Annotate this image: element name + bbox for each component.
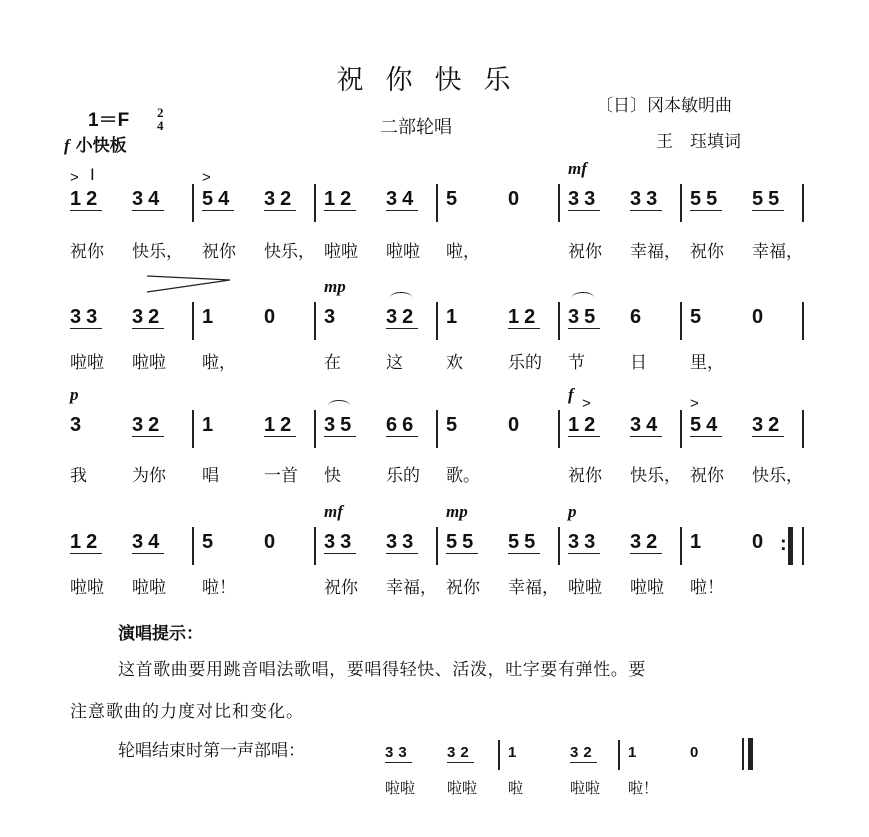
lyric: 一首 — [264, 466, 298, 486]
note-group: 0 — [690, 744, 704, 761]
decrescendo-hairpin — [145, 272, 235, 294]
lyric: 啦啦 — [70, 578, 104, 598]
tempo-dynamic: f — [64, 136, 70, 155]
lyric: 祝你 — [690, 242, 724, 262]
repeat-sign: : — [780, 533, 787, 555]
lyric: 啦啦 — [70, 353, 104, 373]
note-group: 32 — [447, 744, 474, 761]
lyric: 啦啦 — [447, 779, 478, 797]
note-group: 34 — [630, 414, 663, 436]
lyric: 歌。 — [446, 466, 480, 486]
dynamic-mark: mf — [324, 502, 343, 521]
note-group: 0 — [752, 531, 769, 553]
tips-line-2: 注意歌曲的力度对比和变化。 — [70, 702, 304, 722]
note-group: 12 — [70, 531, 103, 553]
note-group: 0 — [508, 414, 525, 436]
lyric: 为你 — [132, 466, 166, 486]
lyric: 啦啦 — [568, 578, 602, 598]
note-group: 32 — [264, 188, 297, 210]
slur-mark — [390, 292, 412, 303]
note-group: 55 — [690, 188, 723, 210]
final-barline — [788, 527, 793, 565]
note-group: 32 — [132, 306, 165, 328]
note-group: 1 — [628, 744, 642, 761]
note-group: 5 — [446, 188, 463, 210]
barline — [192, 184, 194, 222]
note-group: 55 — [752, 188, 785, 210]
barline — [558, 302, 560, 340]
dynamic-mark: p — [70, 385, 79, 404]
lyric: 啦， — [446, 242, 480, 262]
lyric: 祝你 — [202, 242, 236, 262]
final-barline-thin — [742, 738, 744, 770]
ending-label: 轮唱结束时第一声部唱： — [118, 741, 305, 761]
lyric: 啦啦 — [385, 779, 416, 797]
lyric: 日 — [630, 353, 647, 373]
note-group: 12 — [264, 414, 297, 436]
lyric: 在 — [324, 353, 341, 373]
barline — [802, 410, 804, 448]
note-group: 34 — [132, 188, 165, 210]
barline — [802, 184, 804, 222]
barline — [680, 302, 682, 340]
lyric: 幸福， — [508, 578, 559, 598]
lyric: 啦！ — [690, 578, 724, 598]
tempo-label: 小快板 — [75, 136, 127, 156]
note-group: 12 — [568, 414, 601, 436]
note-group: 1 — [202, 306, 219, 328]
lyric: 祝你 — [446, 578, 480, 598]
lyric: 幸福， — [630, 242, 681, 262]
lyricist-credit: 王 珏填词 — [656, 132, 741, 152]
lyric: 快乐， — [630, 466, 681, 486]
lyric: 祝你 — [70, 242, 104, 262]
note-group: 54 — [202, 188, 235, 210]
barline — [192, 410, 194, 448]
song-title: 祝你快乐 — [336, 65, 533, 96]
dynamic-mark: f — [568, 385, 574, 404]
note-group: 5 — [202, 531, 219, 553]
accent-mark: > — [202, 169, 211, 186]
note-group: 33 — [568, 188, 601, 210]
lyric: 快 — [324, 466, 341, 486]
lyric: 祝你 — [568, 466, 602, 486]
lyric: 里， — [690, 353, 724, 373]
final-barline — [748, 738, 753, 770]
note-group: 5 — [446, 414, 463, 436]
note-group: 32 — [386, 306, 419, 328]
lyric: 乐的 — [386, 466, 420, 486]
slur-mark — [328, 400, 350, 411]
note-group: 34 — [386, 188, 419, 210]
barline — [192, 527, 194, 565]
barline — [802, 527, 804, 565]
barline — [436, 410, 438, 448]
note-group: 54 — [690, 414, 723, 436]
note-group: 0 — [264, 306, 281, 328]
note-group: 33 — [568, 531, 601, 553]
lyric: 啦啦 — [132, 578, 166, 598]
barline — [802, 302, 804, 340]
barline — [314, 302, 316, 340]
accent-mark: > — [70, 169, 79, 186]
barline — [558, 184, 560, 222]
lyric: 节 — [568, 353, 585, 373]
barline — [314, 184, 316, 222]
lyric: 乐的 — [508, 353, 542, 373]
note-group: 34 — [132, 531, 165, 553]
dynamic-mark: mp — [446, 502, 468, 521]
note-group: 5 — [690, 306, 707, 328]
subtitle: 二部轮唱 — [380, 117, 452, 138]
note-group: 1 — [202, 414, 219, 436]
lyric: 祝你 — [690, 466, 724, 486]
note-group: 12 — [508, 306, 541, 328]
lyric: 幸福， — [752, 242, 803, 262]
note-group: 0 — [752, 306, 769, 328]
time-top: 2 — [157, 105, 164, 120]
lyric: 快乐， — [132, 242, 183, 262]
lyric: 啦啦 — [386, 242, 420, 262]
accent-mark: > — [582, 395, 591, 412]
barline — [314, 527, 316, 565]
lyric: 祝你 — [568, 242, 602, 262]
note-group: 1 — [690, 531, 707, 553]
note-group: 32 — [630, 531, 663, 553]
lyric: 啦啦 — [630, 578, 664, 598]
note-group: 32 — [132, 414, 165, 436]
note-group: 33 — [386, 531, 419, 553]
note-group: 55 — [446, 531, 479, 553]
note-group: 1 — [446, 306, 463, 328]
note-group: 32 — [570, 744, 597, 761]
note-group: 35 — [568, 306, 601, 328]
lyric: 啦 — [508, 779, 524, 797]
lyric: 这 — [386, 353, 403, 373]
lyric: 幸福， — [386, 578, 437, 598]
barline — [680, 410, 682, 448]
lyric: 啦！ — [202, 578, 236, 598]
note-group: 1 — [508, 744, 522, 761]
note-group: 3 — [324, 306, 341, 328]
barline — [558, 410, 560, 448]
lyric: 啦啦 — [132, 353, 166, 373]
lyric: 祝你 — [324, 578, 358, 598]
barline — [680, 527, 682, 565]
note-group: 12 — [70, 188, 103, 210]
part-marker: I — [90, 165, 95, 184]
lyric: 快乐， — [264, 242, 315, 262]
tips-heading: 演唱提示： — [118, 624, 203, 644]
accent-mark: > — [690, 395, 699, 412]
lyric: 啦啦 — [324, 242, 358, 262]
note-group: 0 — [508, 188, 525, 210]
time-signature — [157, 106, 164, 132]
note-group: 55 — [508, 531, 541, 553]
barline — [618, 740, 620, 770]
time-bottom: 4 — [157, 118, 164, 133]
tips-line-1: 这首歌曲要用跳音唱法歌唱，要唱得轻快、活泼，吐字要有弹性。要 — [118, 660, 646, 680]
composer-credit: 〔日〕冈本敏明曲 — [596, 96, 732, 116]
dynamic-mark: mf — [568, 159, 587, 178]
note-group: 66 — [386, 414, 419, 436]
barline — [192, 302, 194, 340]
barline — [436, 184, 438, 222]
note-group: 12 — [324, 188, 357, 210]
lyric: 啦啦 — [570, 779, 601, 797]
barline — [436, 527, 438, 565]
key-signature: 1＝F — [88, 110, 130, 131]
barline — [558, 527, 560, 565]
lyric: 快乐， — [752, 466, 803, 486]
note-group: 6 — [630, 306, 647, 328]
note-group: 33 — [70, 306, 103, 328]
note-group: 3 — [70, 414, 87, 436]
barline — [436, 302, 438, 340]
note-group: 33 — [385, 744, 412, 761]
lyric: 欢 — [446, 353, 463, 373]
note-group: 35 — [324, 414, 357, 436]
slur-mark — [572, 292, 594, 303]
barline — [498, 740, 500, 770]
note-group: 32 — [752, 414, 785, 436]
note-group: 0 — [264, 531, 281, 553]
lyric: 我 — [70, 466, 87, 486]
note-group: 33 — [630, 188, 663, 210]
lyric: 啦， — [202, 353, 236, 373]
barline — [314, 410, 316, 448]
tempo-marking — [64, 136, 127, 156]
dynamic-mark: p — [568, 502, 577, 521]
lyric: 唱 — [202, 466, 219, 486]
dynamic-mark: mp — [324, 277, 346, 296]
lyric: 啦！ — [628, 779, 659, 797]
barline — [680, 184, 682, 222]
note-group: 33 — [324, 531, 357, 553]
